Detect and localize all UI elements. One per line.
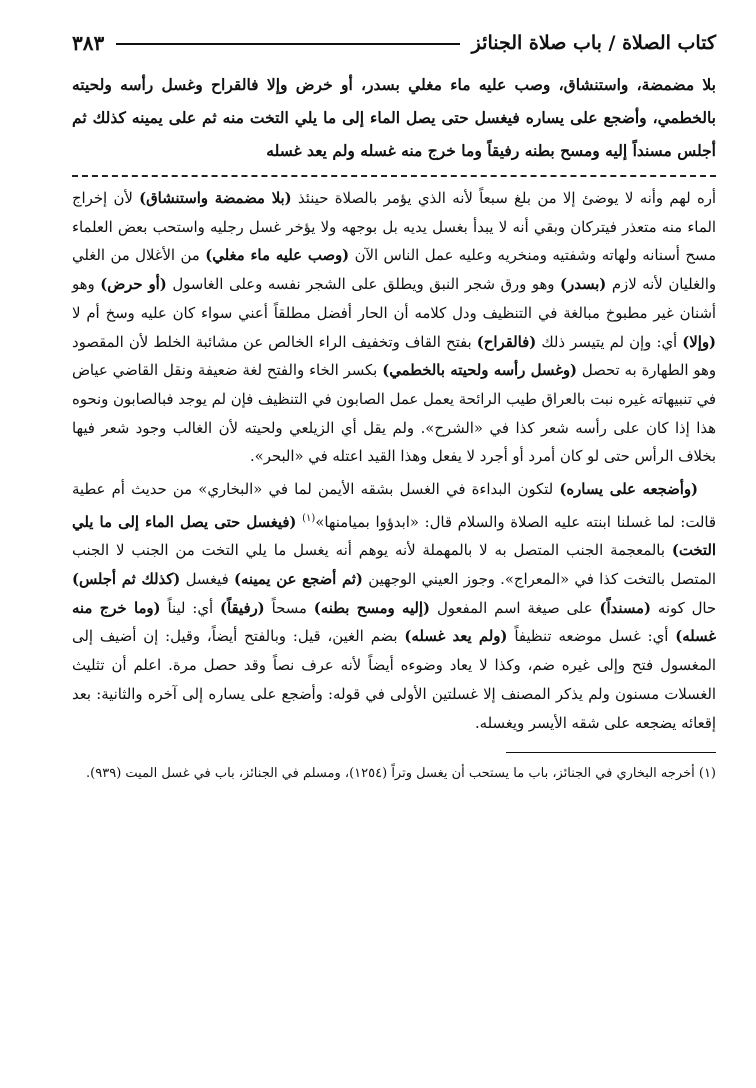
commentary-paragraph-2 <box>72 476 716 738</box>
commentary-text: بفتح القاف وتخفيف الراء الخالص عن مشائبة الخلط لأن المقصود وهو الطهارة به تحصل <box>72 333 716 380</box>
running-title: كتاب الصلاة / باب صلاة الجنائز <box>471 32 716 54</box>
commentary-text: أي: ليناً <box>160 599 220 617</box>
commentary <box>72 185 716 738</box>
commentary-text: لأن إخراج الماء منه متعذر فيتركان وبقي أنه لا يبدأ بغسل يديه بل بوجهه ولا يؤخر غسل رجليه واستحب بعض العلماء مسح أسنانه ولهاته وشفتيه ومنخريه وعليه عمل الناس الآن <box>72 190 716 265</box>
commentary-text: أي: غسل موضعه تنظيفاً <box>507 628 676 646</box>
footnote-marker: (١) <box>302 512 316 524</box>
quoted-matn-phrase: (ثم أضجع عن يمينه) <box>233 571 363 589</box>
quoted-matn-phrase: (فيغسل حتى يصل الماء إلى ما يلي التخت) <box>72 513 716 560</box>
header-rule <box>116 43 459 45</box>
quoted-matn-phrase: (وإلا) <box>682 333 716 351</box>
commentary-text: من الأغلال من الغلي والغليان لأنه لازم <box>72 247 716 294</box>
commentary-text: بضم الغين، قيل: وبالفتح أيضاً، وقيل: إن أضيف إلى المغسول فتح وإلى غيره ضم، وكذا لا يعاد وضوءه أيضاً لأنه عرف نصاً وقد حصل مرة. اعلم أن تثليث الغسلات مسنون ولم يذكر المصنف إلا غسلتين الأولى في قوله: وأضجع على يساره إلى آخره والثانية: بعد إقعائه يضجعه على شقه الأيسر ويغسله. <box>72 628 716 732</box>
quoted-matn-phrase: (وغسل رأسه ولحيته بالخطمي) <box>382 362 577 380</box>
quoted-matn-phrase: (ولم يعد غسله) <box>404 628 508 646</box>
quoted-matn-phrase: (وأضجعه على يساره) <box>559 481 698 499</box>
quoted-matn-phrase: (إليه ومسح بطنه) <box>313 599 431 617</box>
footnote-rule <box>506 752 716 753</box>
commentary-text: وهو أشنان غير مطبوخ مبالغة في التنظيف ودل كلامه أن الحار أفضل مطلقاً أعني سواء كان عليه وسخ أم لا <box>72 276 716 322</box>
commentary-text: فيغسل <box>180 571 234 589</box>
quoted-matn-phrase: (كذلك ثم أجلس) <box>72 571 181 589</box>
commentary-text: حال كونه <box>650 599 716 617</box>
quoted-matn-phrase: (رفيقاً) <box>220 599 265 617</box>
book-page <box>72 26 716 1068</box>
dashed-separator <box>72 175 716 177</box>
quoted-matn-phrase: (فالقراح) <box>476 333 537 351</box>
commentary-paragraph-1 <box>72 185 716 472</box>
commentary-text: لتكون البداءة في الغسل بشقه الأيمن لما في «البخاري» من حديث أم عطية قالت: لما غسلنا ابنته عليه الصلاة والسلام قال: «ابدؤوا بميامنها» <box>72 481 716 531</box>
commentary-text: على صيغة اسم المفعول <box>430 599 600 617</box>
quoted-matn-phrase: (بسدر) <box>560 276 607 294</box>
quoted-matn-phrase: (مسنداً) <box>599 599 651 617</box>
commentary-text: مسحاً <box>264 599 314 617</box>
commentary-text: بكسر الخاء والفتح لغة ضعيفة ونقل القاضي عياض في تنبيهاته غيره نبت بالعراق طيب الرائحة يعمل عمل الصابون في التنظيف فإن لم يوجد فبالصابون ونحوه هذا إذا كان على رأسه شعر كذا في «الشرح». ولم يقل أي الزيلعي ولحيته لأن الغالب وجود شعر فيها بخلاف الرأس حتى لو كان أمرد أو أجرد لا يفعل وهذا القيد اعتله في «البحر». <box>72 362 716 466</box>
quoted-matn-phrase: (أو حرض) <box>100 276 167 294</box>
commentary-text: بالمعجمة الجنب المتصل به لا بالمهملة لأنه يوهم أنه يغسل ما يلي التخت من الجنب لا الجنب المتصل بالتخت كذا في «المعراج». وجوز العيني الوجهين <box>72 542 717 589</box>
commentary-text: أي: وإن لم يتيسر ذلك <box>536 333 683 351</box>
page-number: ٣٨٣ <box>72 31 105 55</box>
quoted-matn-phrase: (بلا مضمضة واستنشاق) <box>139 190 292 207</box>
commentary-text: أره لهم وأنه لا يوضئ إلا من بلغ سبعاً لأنه الذي يؤمر بالصلاة حينئذ <box>291 190 716 207</box>
quoted-matn-phrase: (وصب عليه ماء مغلي) <box>205 247 350 265</box>
commentary-text: وهو ورق شجر النبق ويطلق على الشجر نفسه وعلى الغاسول <box>166 276 561 294</box>
footnote: (١) أخرجه البخاري في الجنائز، باب ما يستحب أن يغسل وتراً (١٢٥٤)، ومسلم في الجنائز، باب في غسل الميت (٩٣٩). <box>86 766 716 782</box>
page-header <box>72 26 716 60</box>
matn-text: بلا مضمضة، واستنشاق، وصب عليه ماء مغلي بسدر، أو خرض وإلا فالقراح وغسل رأسه ولحيته بالخطمي، وأضجع على يساره فيغسل حتى يصل الماء إلى ما يلي التخت منه ثم على يمينه كذلك ثم أجلس مسنداً إليه ومسح بطنه رفيقاً وما خرج منه غسله ولم يعد غسله <box>72 75 716 160</box>
quoted-matn-phrase: (وما خرج منه غسله) <box>72 599 716 646</box>
